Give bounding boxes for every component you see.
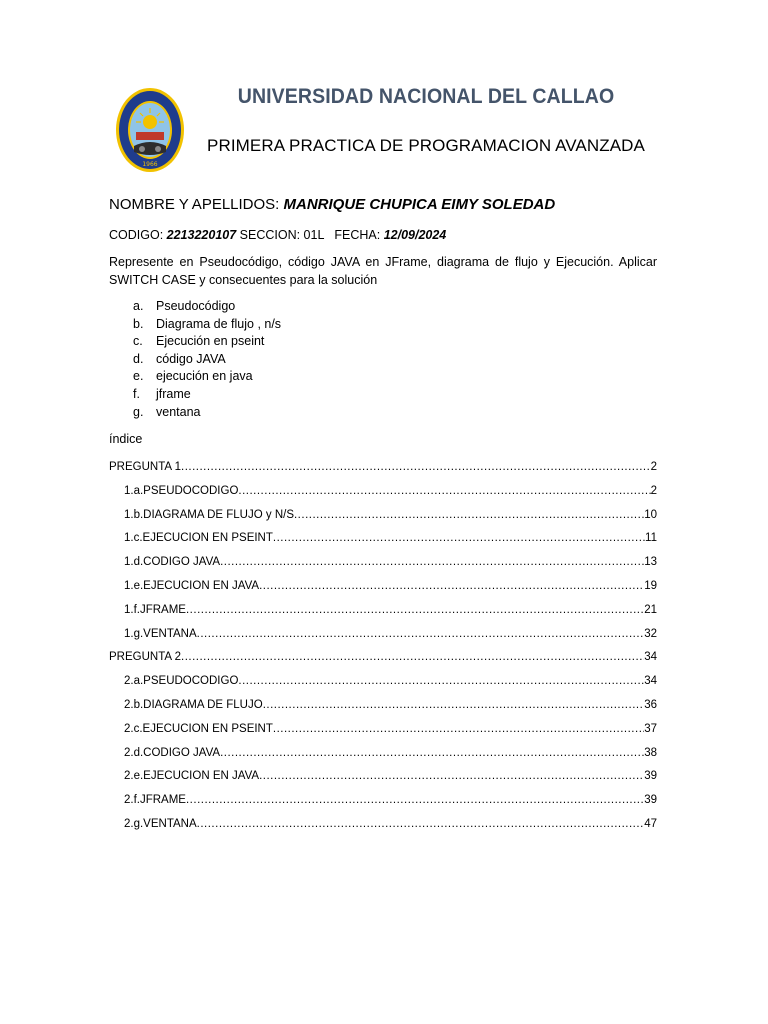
toc-entry[interactable]	[109, 507, 657, 531]
toc-entry-page: 13	[644, 556, 657, 569]
option-letter: g.	[133, 404, 144, 419]
toc-entry[interactable]	[109, 554, 657, 578]
toc-dot-leader	[238, 673, 644, 689]
toc-entry[interactable]	[109, 483, 657, 507]
toc-entry-page: 37	[644, 722, 657, 735]
toc-entry-label: 2.a.PSEUDOCODIGO	[124, 675, 239, 688]
toc-entry-page: 21	[644, 603, 657, 616]
option-text: Pseudocódigo	[156, 299, 236, 313]
toc-dot-leader	[294, 507, 644, 523]
toc-entry-page: 39	[644, 794, 657, 807]
toc-dot-leader	[259, 578, 644, 594]
toc-entry-page: 34	[644, 651, 657, 664]
toc-entry-page: 38	[644, 746, 657, 759]
index-heading: índice	[109, 432, 143, 446]
codigo-value: 2213220107	[166, 228, 237, 242]
codigo-line	[109, 228, 446, 242]
toc-dot-leader	[273, 721, 644, 737]
toc-entry[interactable]	[109, 697, 657, 721]
option-letter: d.	[133, 351, 144, 366]
option-item	[133, 316, 281, 334]
student-name: MANRIQUE CHUPICA EIMY SOLEDAD	[283, 196, 556, 213]
university-seal-logo	[114, 86, 186, 174]
toc-entry-page: 2	[650, 484, 657, 497]
toc-entry-page: 2	[650, 461, 657, 473]
practice-title: PRIMERA PRACTICA DE PROGRAMACION AVANZADA	[207, 136, 645, 155]
toc-dot-leader	[197, 816, 645, 832]
seal-year: 1966	[142, 161, 158, 168]
toc-entry-label: 1.e.EJECUCION EN JAVA	[124, 579, 260, 592]
toc-entry-label: 1.f.JFRAME	[124, 603, 186, 616]
toc-entry-label: PREGUNTA 1	[109, 461, 181, 473]
toc-entry-label: 2.f.JFRAME	[124, 794, 186, 807]
option-item	[133, 386, 281, 404]
toc-dot-leader	[238, 483, 650, 499]
toc-entry[interactable]	[109, 673, 657, 697]
toc-entry-label: 2.d.CODIGO JAVA	[124, 746, 221, 759]
toc-dot-leader	[181, 459, 651, 475]
option-item	[133, 351, 281, 369]
toc-entry-label: 1.d.CODIGO JAVA	[124, 556, 221, 569]
toc-entry[interactable]	[109, 578, 657, 602]
option-item	[133, 298, 281, 316]
toc-dot-leader	[220, 745, 644, 761]
option-letter: e.	[133, 369, 144, 384]
toc-entry-page: 19	[644, 579, 657, 592]
toc-entry[interactable]	[109, 602, 657, 626]
option-letter: a.	[133, 299, 144, 313]
instructions-paragraph: Represente en Pseudocódigo, código JAVA en JFrame, diagrama de flujo y Ejecución. Aplicar SWITCH CASE y consecuentes para la solución	[109, 255, 657, 287]
toc-entry-label: 2.b.DIAGRAMA DE FLUJO	[124, 698, 263, 711]
toc-dot-leader	[186, 792, 644, 808]
student-name-line	[109, 196, 555, 213]
toc-dot-leader	[220, 554, 644, 570]
toc-dot-leader	[263, 697, 645, 713]
toc-entry-label: 1.g.VENTANA	[124, 627, 197, 640]
toc-entry[interactable]	[109, 721, 657, 745]
option-item	[133, 368, 281, 386]
toc-dot-leader	[186, 602, 644, 618]
toc-entry-label: 2.g.VENTANA	[124, 817, 197, 830]
toc-entry-page: 32	[644, 627, 657, 640]
toc-entry[interactable]	[109, 745, 657, 769]
toc-entry-label: 1.c.EJECUCION EN PSEINT	[124, 532, 273, 545]
option-text: ventana	[156, 404, 201, 419]
toc-entry[interactable]	[109, 459, 657, 483]
table-of-contents	[109, 459, 657, 840]
toc-dot-leader	[181, 649, 644, 665]
option-text: Diagrama de flujo , n/s	[156, 316, 282, 331]
option-letter: b.	[133, 316, 144, 331]
option-text: ejecución en java	[156, 369, 253, 384]
option-letter: c.	[133, 334, 143, 349]
toc-entry[interactable]	[109, 768, 657, 792]
toc-entry-page: 47	[644, 817, 657, 830]
toc-entry-page: 36	[644, 698, 657, 711]
toc-dot-leader	[273, 530, 645, 546]
toc-entry-label: 1.b.DIAGRAMA DE FLUJO y N/S	[124, 508, 294, 521]
options-list	[133, 298, 281, 421]
toc-entry-label: PREGUNTA 2	[109, 651, 181, 664]
option-item	[133, 333, 281, 351]
toc-entry[interactable]	[109, 816, 657, 840]
toc-entry-label: 1.a.PSEUDOCODIGO	[124, 484, 239, 497]
option-text: código JAVA	[156, 351, 226, 366]
seccion-text: SECCION: 01L FECHA:	[236, 228, 384, 242]
codigo-label: CODIGO:	[109, 228, 167, 242]
name-label: NOMBRE Y APELLIDOS:	[109, 196, 284, 213]
toc-entry-page: 39	[644, 770, 657, 783]
university-title: UNIVERSIDAD NACIONAL DEL CALLAO	[237, 85, 615, 108]
toc-dot-leader	[197, 626, 645, 642]
toc-entry-label: 2.e.EJECUCION EN JAVA	[124, 770, 260, 783]
toc-entry-label: 2.c.EJECUCION EN PSEINT	[124, 722, 273, 735]
toc-entry-page: 34	[644, 675, 657, 688]
toc-entry[interactable]	[109, 626, 657, 650]
toc-entry[interactable]	[109, 530, 657, 554]
toc-entry-page: 10	[644, 508, 657, 521]
fecha-value: 12/09/2024	[383, 228, 447, 242]
toc-dot-leader	[259, 768, 644, 784]
toc-entry[interactable]	[109, 649, 657, 673]
option-letter: f.	[133, 386, 140, 401]
toc-entry[interactable]	[109, 792, 657, 816]
option-text: jframe	[156, 386, 191, 401]
option-item	[133, 404, 281, 422]
option-text: Ejecución en pseint	[156, 334, 265, 349]
toc-entry-page: 11	[645, 532, 657, 545]
